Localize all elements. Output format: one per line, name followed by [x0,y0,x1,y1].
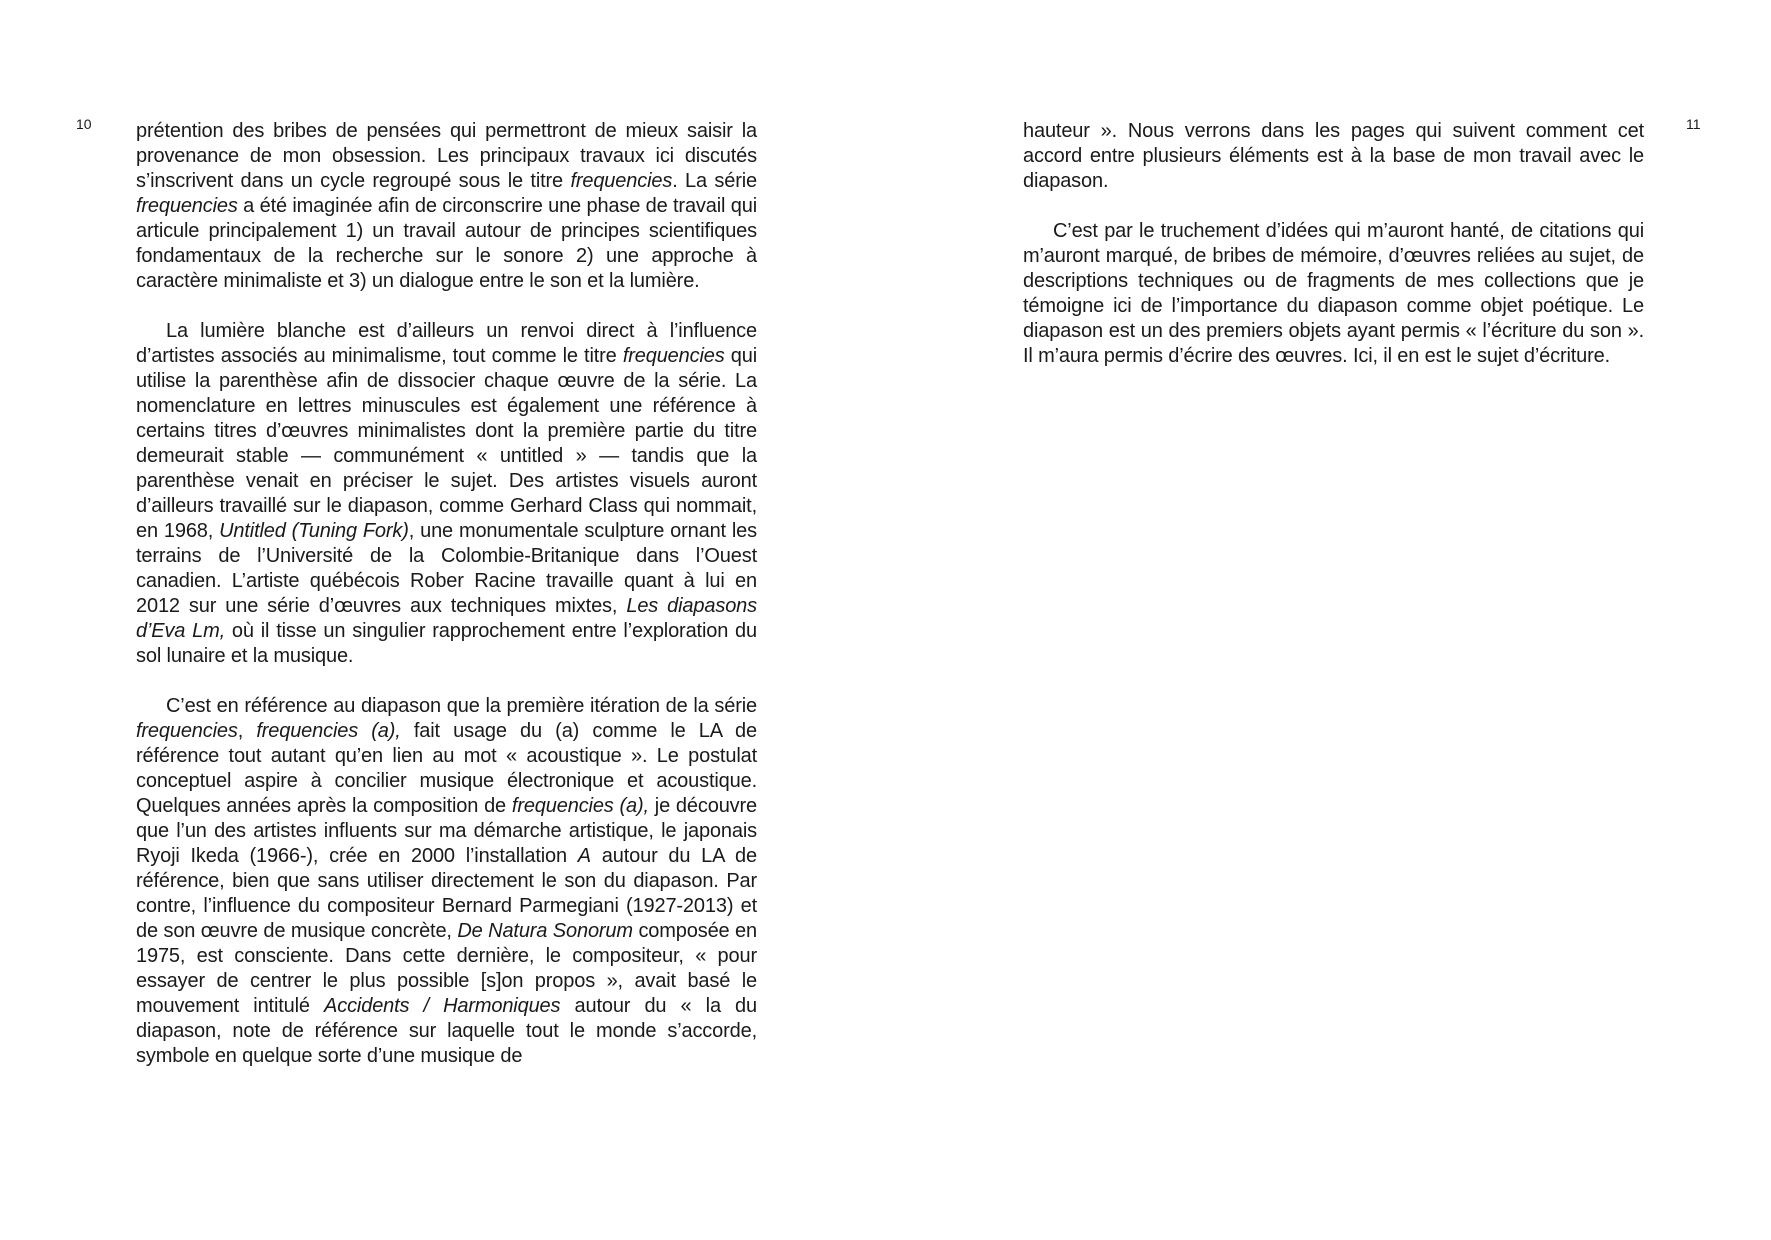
italic-title-run: frequencies [622,345,725,367]
text-run: autour du LA de référence, bien que sans utiliser directement le son du diapason. Par contre, l’influence du compositeur Bernard Parmegiani (1927-2013) et de son œuvre de musique concrète, [136,845,757,942]
text-run: fait usage du (a) comme le LA de référence tout autant qu’en lien au mot « acoustique ». Le postulat conceptuel aspire à concilier musique électronique et acoustique. Quelques années après la composition de [136,720,757,817]
paragraph [136,119,757,294]
italic-title-run: frequencies (a), [256,720,401,742]
text-run: prétention des bribes de pensées qui permettront de mieux saisir la provenance de mon obsession. Les principaux travaux ici discutés s’inscrivent dans un cycle regroupé sous le titre [136,120,757,192]
text-run: qui utilise la parenthèse afin de dissocier chaque œuvre de la série. La nomenclature en lettres minuscules est également une référence à certains titres d’œuvres minimalistes dont la première partie du titre demeurait stable — communément « untitled » — tandis que la parenthèse venait en préciser le sujet. Des artistes visuels auront d’ailleurs travaillé sur le diapason, comme Gerhard Class qui nommait, en 1968, [136,345,757,542]
left-page-text-column [136,119,757,1094]
italic-title-run: frequencies (a), [511,795,649,817]
text-run: autour du « la du diapason, note de référence sur laquelle tout le monde s’accorde, symbole en quelque sorte d’une musique de [136,995,757,1067]
text-run: C’est en référence au diapason que la première itération de la série [166,695,757,717]
text-run: hauteur ». Nous verrons dans les pages qui suivent comment cet accord entre plusieurs éléments est à la base de mon travail avec le diapason. [1023,120,1644,192]
paragraph [1023,219,1644,369]
text-run: La lumière blanche est d’ailleurs un renvoi direct à l’influence d’artistes associés au minimalisme, tout comme le titre [136,320,757,367]
italic-title-run: frequencies [136,720,238,742]
paragraph [1023,119,1644,194]
text-run: , une monumentale sculpture ornant les terrains de l’Université de la Colombie-Britanique dans l’Ouest canadien. L’artiste québécois Rober Racine travaille quant à lui en 2012 sur une série d’œuvres aux techniques mixtes, [136,520,757,617]
page-number-left: 10 [76,116,92,132]
text-run: , [237,720,257,742]
italic-title-run: frequencies [570,170,673,192]
italic-title-run: Accidents / Harmoniques [324,995,561,1017]
paragraph [136,319,757,669]
italic-title-run: Untitled (Tuning Fork) [219,520,409,542]
text-run: a été imaginée afin de circonscrire une phase de travail qui articule principalement 1) un travail autour de principes scientifiques fondamentaux de la recherche sur le sonore 2) une approche à caractère minimaliste et 3) un dialogue entre le son et la lumière. [136,195,757,292]
text-run: où il tisse un singulier rapprochement entre l’exploration du sol lunaire et la musique. [136,620,757,667]
text-run: je découvre que l’un des artistes influents sur ma démarche artistique, le japonais Ryoji Ikeda (1966-), crée en 2000 l’installation [136,795,757,867]
page-number-right: 11 [1686,116,1701,132]
right-page-text-column [1023,119,1644,394]
text-run: . La série [672,170,757,192]
text-run: composée en 1975, est consciente. Dans cette dernière, le compositeur, « pour essayer de centrer le plus possible [s]on propos », avait basé le mouvement intitulé [136,920,758,1017]
text-run: C’est par le truchement d’idées qui m’auront hanté, de citations qui m’auront marqué, de bribes de mémoire, d’œuvres reliées au sujet, de descriptions techniques ou de fragments de mes collections que je témoigne ici de l’importance du diapason comme objet poétique. Le diapason est un des premiers objets ayant permis « l’écriture du son ». Il m’aura permis d’écrire des œuvres. Ici, il en est le sujet d’écriture. [1023,220,1644,367]
paragraph [136,694,757,1069]
italic-title-run: A [577,845,591,867]
italic-title-run: Les diapasons d’Eva Lm, [136,595,757,642]
italic-title-run: De Natura Sonorum [457,920,633,942]
italic-title-run: frequencies [136,195,238,217]
